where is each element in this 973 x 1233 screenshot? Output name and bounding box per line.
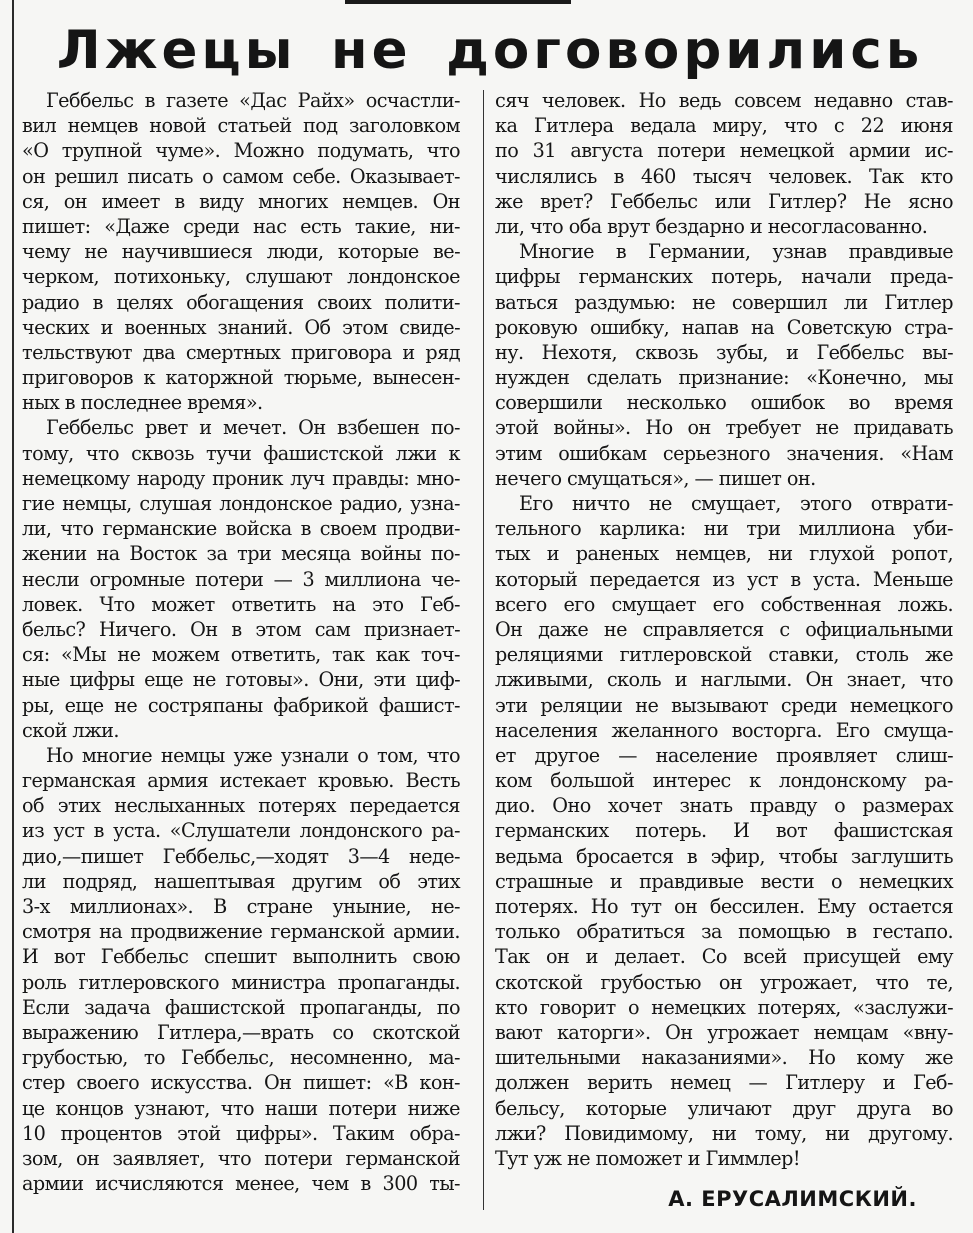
text-line: который передается из уст в уста. Меньше — [495, 567, 953, 591]
text-line: ведьма бросается в эфир, чтобы заглушить — [495, 844, 953, 868]
text-line: ваться раздумью: не совершил ли Гитлер — [495, 290, 953, 314]
text-line: сяч человек. Но ведь совсем недавно став- — [495, 89, 953, 112]
text-line: по 31 августа потери немецкой армии ис- — [495, 139, 953, 163]
text-line: Его ничто не смущает, этого отврати- — [519, 492, 953, 515]
text-line: «О трупной чуме». Можно подумать, что — [22, 139, 460, 163]
text-line: ся, он имеет в виду многих немцев. Он — [22, 189, 460, 213]
text-line: только обратиться за помощью в гестапо. — [495, 920, 953, 944]
text-line: дио,—пишет Геббельс,—ходят 3—4 неде- — [22, 844, 460, 868]
text-line: ловек. Что может ответить на это Геб- — [22, 592, 460, 616]
text-line: лжи? Повидимому, ни тому, ни другому. — [495, 1121, 953, 1145]
text-line: ет другое — население проявляет слиш- — [495, 743, 953, 767]
text-line: тельного карлика: ни три миллиона уби- — [495, 517, 953, 541]
text-line: вают каторги». Он угрожает немцам «вну- — [495, 1020, 953, 1044]
left-margin-rule — [12, 0, 14, 1233]
text-line: выражению Гитлера,—врать со скотской — [22, 1020, 460, 1044]
text-line: об этих неслыханных потерях передается — [22, 794, 460, 818]
text-line: ческих и военных знаний. Об этом свиде- — [22, 315, 460, 339]
text-line: страшные и правдивые вести о немецких — [495, 869, 953, 893]
article-column-right — [495, 88, 953, 1171]
text-line: зом, он заявляет, что потери германской — [22, 1146, 460, 1170]
text-line: Геббельс в газете «Дас Райх» осчастли- — [46, 89, 460, 112]
text-line: 3-х миллионах». В стране уныние, не- — [22, 895, 460, 918]
text-line: роль гитлеровского министра пропаганды. — [22, 970, 460, 994]
text-line: должен верить немец — Гитлеру и Геб- — [495, 1071, 953, 1095]
text-line: ся: «Мы не можем ответить, так как точ- — [22, 643, 460, 667]
text-line: эти реляции не вызывают среди немецкого — [495, 693, 953, 717]
text-line: всего его смущает его собственная ложь. — [495, 592, 953, 616]
text-line: нужден сделать признание: «Конечно, мы — [495, 366, 953, 390]
text-line: ка Гитлера ведала миру, что с 22 июня — [495, 114, 953, 138]
text-line: роковую ошибку, напав на Советскую стра- — [495, 315, 953, 339]
text-line: ные цифры еще не готовы». Они, эти циф- — [22, 668, 460, 692]
author-signature: А. ЕРУСАЛИМСКИЙ. — [668, 1187, 917, 1211]
text-line: И вот Геббельс спешит выполнить свою — [22, 945, 460, 969]
text-line: Но многие немцы уже узнали о том, что — [46, 743, 460, 767]
text-line: грубостью, то Геббельс, несомненно, ма- — [22, 1046, 460, 1070]
text-line: приговоров к каторжной тюрьме, вынесен- — [22, 366, 460, 390]
text-line: це концов узнают, что наши потери ниже — [22, 1096, 460, 1120]
text-line: населения желанного восторга. Его смуща- — [495, 718, 953, 742]
text-line: ли подряд, нашептывая другим об этих — [22, 869, 460, 893]
text-line: ры, еще не состряпаны фабрикой фашист- — [22, 693, 460, 717]
text-line: же врет? Геббельс или Гитлер? Не ясно — [495, 189, 953, 213]
text-line: бельс? Ничего. Он в этом сам признает- — [22, 617, 460, 641]
text-line: потерях. Но тут он бессилен. Ему остается — [495, 895, 953, 918]
text-line: числялись в 460 тысяч человек. Так кто — [495, 164, 953, 188]
text-line: гие немцы, слушая лондонское радио, узна- — [22, 492, 460, 515]
text-line: пишет: «Даже среди нас есть такие, ни- — [22, 214, 460, 238]
text-line: Геббельс рвет и мечет. Он взбешен по- — [46, 416, 460, 440]
text-line: вил немцев новой статьей под заголовком — [22, 114, 460, 138]
text-line: германская армия истекает кровью. Весть — [22, 769, 460, 793]
text-line: черком, потихоньку, слушают лондонское — [22, 265, 460, 289]
text-line: немецкому народу проник луч правды: мно- — [22, 466, 460, 490]
text-line: армии исчисляются менее, чем в 300 ты- — [22, 1172, 460, 1196]
text-line: лживыми, сколь и наглыми. Он знает, что — [495, 668, 953, 692]
text-line: совершили несколько ошибок во время — [495, 391, 953, 415]
text-line: ну. Нехотя, сквозь зубы, и Геббельс вы- — [495, 340, 953, 364]
text-line: Многие в Германии, узнав правдивые — [519, 240, 953, 264]
text-line: несли огромные потери — 3 миллиона че- — [22, 567, 460, 591]
text-line: ком большой интерес к лондонскому ра- — [495, 769, 953, 793]
text-line: он решил писать о самом себе. Оказывает- — [22, 164, 460, 188]
text-line: бельсу, которые уличают друг друга во — [495, 1096, 953, 1120]
text-line: нечего смущаться», — пишет он. — [495, 466, 816, 490]
text-line: ли, что германские войска в своем продви- — [22, 517, 460, 541]
text-line: кто говорит о немецких потерях, «заслужи- — [495, 995, 953, 1019]
text-line: чему не научившиеся люди, которые ве- — [22, 240, 460, 264]
text-line: стер своего искусства. Он пишет: «В кон- — [22, 1071, 460, 1095]
text-line: тых и раненых немцев, ни глухой ропот, — [495, 542, 953, 566]
top-rule — [345, 0, 571, 4]
text-line: этим ошибкам серьезного значения. «Нам — [495, 441, 953, 465]
text-line: ных в последнее время». — [22, 391, 263, 415]
text-line: смотря на продвижение германской армии. — [22, 920, 460, 944]
text-line: радио в целях обогащения своих полити- — [22, 290, 460, 314]
text-line: Так он и делает. Со всей присущей ему — [495, 945, 953, 969]
text-line: из уст в уста. «Слушатели лондонского ра- — [22, 819, 460, 843]
text-line: ской лжи. — [22, 718, 119, 742]
text-line: жении на Восток за три месяца войны по- — [22, 542, 460, 566]
text-line: шительными наказаниями». Но кому же — [495, 1046, 953, 1070]
article-column-left — [22, 88, 460, 1196]
text-line: Тут уж не поможет и Гиммлер! — [495, 1146, 800, 1170]
text-line: Если задача фашистской пропаганды, по — [22, 995, 460, 1019]
text-line: этой войны». Но он требует не придавать — [495, 416, 953, 440]
text-line: ли, что оба врут бездарно и несогласованно. — [495, 214, 928, 238]
text-line: Он даже не справляется с официальными — [495, 617, 953, 641]
column-divider — [483, 90, 484, 1210]
article-headline: Лжецы не договорились — [56, 20, 924, 81]
text-line: цифры германских потерь, начали преда- — [495, 265, 953, 289]
text-line: реляциями гитлеровской ставки, столь же — [495, 643, 953, 667]
text-line: скотской грубостью он угрожает, что те, — [495, 970, 953, 994]
text-line: 10 процентов этой цифры». Таким обра- — [22, 1121, 460, 1145]
text-line: тому, что сквозь тучи фашистской лжи к — [22, 441, 460, 465]
text-line: дио. Оно хочет знать правду о размерах — [495, 794, 953, 818]
text-line: тельствуют два смертных приговора и ряд — [22, 340, 460, 364]
text-line: германских потерь. И вот фашистская — [495, 819, 953, 843]
